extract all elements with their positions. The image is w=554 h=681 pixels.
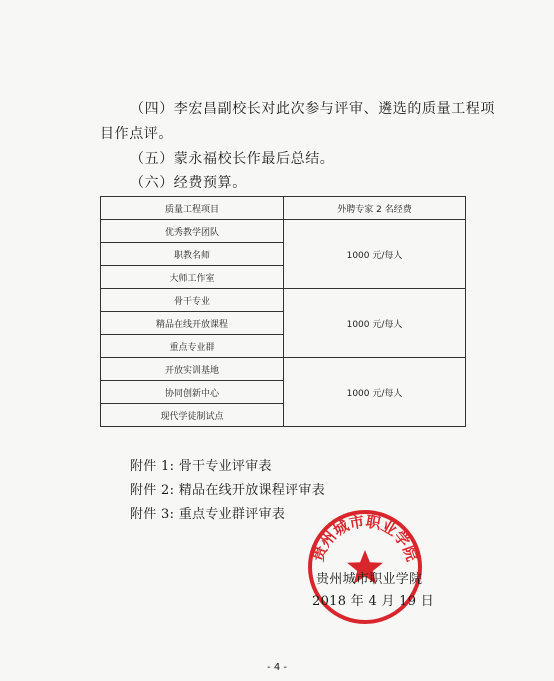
budget-table	[100, 196, 466, 427]
table-cell-item: 重点专业群	[101, 335, 284, 358]
table-cell-item: 骨干专业	[101, 289, 284, 312]
table-cell-item: 优秀教学团队	[101, 220, 284, 243]
paragraph-4-line2: 目作点评。	[100, 126, 173, 142]
table-cell-fee: 1000 元/每人	[284, 220, 466, 289]
table-cell-item: 现代学徒制试点	[101, 404, 284, 427]
table-cell-fee: 1000 元/每人	[284, 289, 466, 358]
attachment-2: 附件 2: 精品在线开放课程评审表	[130, 483, 326, 498]
paragraph-6: （六）经费预算。	[130, 175, 247, 191]
attachment-3: 附件 3: 重点专业群评审表	[130, 507, 286, 522]
table-header-cell: 质量工程项目	[101, 197, 284, 220]
table-header-row	[101, 197, 466, 220]
table-row	[101, 358, 466, 381]
table-cell-fee: 1000 元/每人	[284, 358, 466, 427]
table-cell-item: 精品在线开放课程	[101, 312, 284, 335]
table-header-cell: 外聘专家 2 名经费	[284, 197, 466, 220]
table-row	[101, 289, 466, 312]
table-cell-item: 开放实训基地	[101, 358, 284, 381]
attachment-1: 附件 1: 骨干专业评审表	[130, 459, 272, 474]
seal-text: 贵州城市职业学院	[308, 512, 422, 564]
paragraph-4-line1: （四）李宏昌副校长对此次参与评审、遴选的质量工程项	[130, 101, 495, 117]
signature-date: 2018 年 4 月 19 日	[312, 594, 435, 609]
table-cell-item: 职教名师	[101, 243, 284, 266]
paragraph-5: （五）蒙永福校长作最后总结。	[130, 151, 335, 167]
page-number: - 4 -	[267, 662, 287, 673]
table-cell-item: 协同创新中心	[101, 381, 284, 404]
table-row	[101, 220, 466, 243]
signature-org: 贵州城市职业学院	[316, 572, 423, 587]
table-cell-item: 大师工作室	[101, 266, 284, 289]
